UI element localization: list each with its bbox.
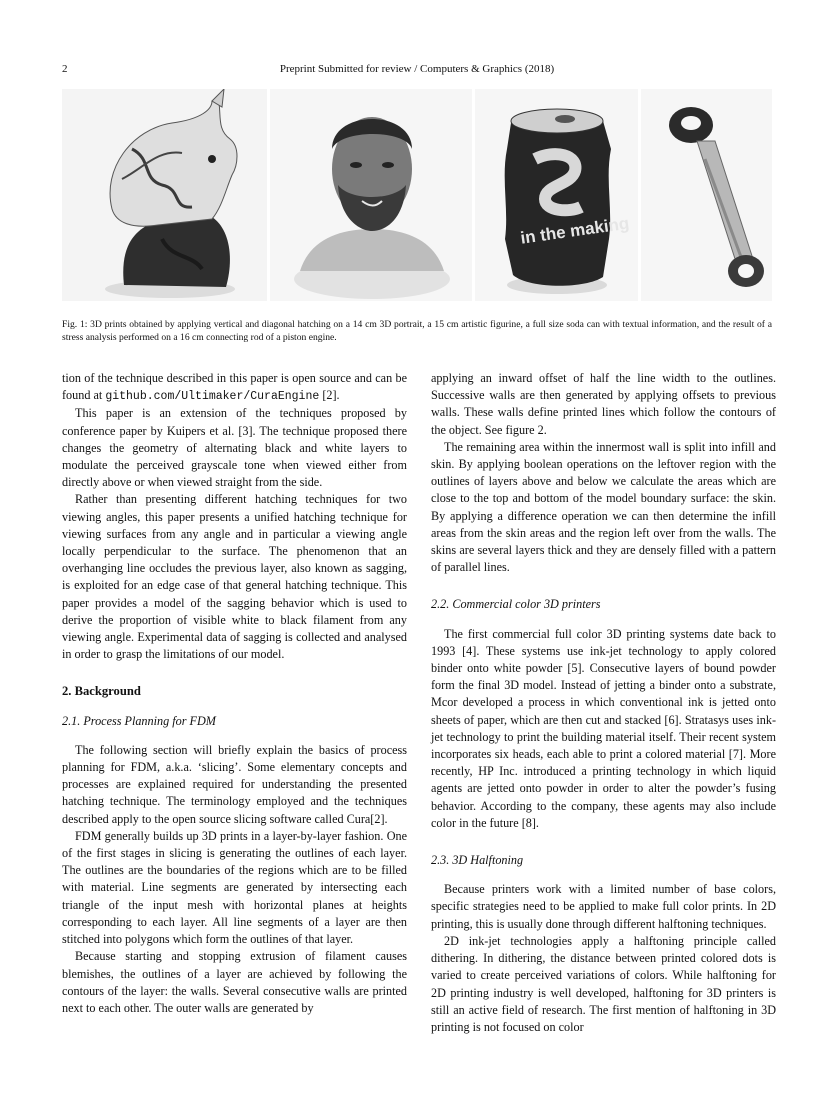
right-column <box>431 370 776 1036</box>
subsection-heading: 2.2. Commercial color 3D printers <box>431 597 601 612</box>
repo-link[interactable]: github.com/Ultimaker/CuraEngine <box>105 390 320 404</box>
page-number: 2 <box>62 63 68 75</box>
paragraph: Because starting and stopping extrusion of filament causes blemishes, the outlines of a layer are achieved by following the contours of the layer: the walls. Several consecutive walls are printed next to each other. The outer walls are generated by <box>62 949 407 1015</box>
portrait-bust-image <box>270 89 472 301</box>
paragraph: applying an inward offset of half the line width to the outlines. Successive walls are then generated by applying offsets to previous walls. These walls define printed lines which follow the contours of the object. See figure 2. <box>431 371 776 437</box>
paragraph: tion of the technique described in this paper is open source and can be found at github.com/Ultimaker/CuraEngine [2]. <box>62 371 407 404</box>
subsection-heading: 2.3. 3D Halftoning <box>431 853 524 868</box>
paragraph: This paper is an extension of the techniques proposed by conference paper by Kuipers et al. [3]. The technique proposed there changes the geometry of alternating black and white layers to modulate the perceived grayscale tone when viewed either from directly above or when viewed straight from the side. <box>62 406 407 490</box>
connecting-rod-image <box>641 89 772 301</box>
figure-panel-portrait <box>270 89 472 301</box>
figure-caption: Fig. 1: 3D prints obtained by applying vertical and diagonal hatching on a 14 cm 3D portrait, a 15 cm artistic figurine, a full size soda can with textual information, and the result of a stress analysis performed on a 16 cm connecting rod of a piston engine. <box>62 319 772 344</box>
paragraph: The remaining area within the innermost wall is split into infill and skin. By applying boolean operations on the leftover region with the outlines of layers above and below we calculate the areas which are close to the top and bottom of the model boundary surface: the skin. By applying a difference operation we can then determine the infill areas from the skin areas and the region left over from the walls. The skins are several layers thick and they are densely filled with a pattern of parallel lines. <box>431 439 776 575</box>
paragraph: The following section will briefly explain the basics of process planning for FDM, a.k.a. ‘slicing’. Some elementary concepts and processes are explained required for understanding the presented hatching technique. The terminology employed and the techniques described apply to the open source slicing software called Cura[2]. <box>62 742 407 826</box>
paragraph: Because printers work with a limited number of base colors, specific strategies need to be applied to make full color prints. In 2D printing, this is usually done through different halftoning techniques. <box>431 882 776 931</box>
figure-1 <box>62 89 772 301</box>
paragraph: FDM generally builds up 3D prints in a layer-by-layer fashion. One of the first stages in slicing is generating the outlines of each layer. The outlines are the boundaries of the regions which are to be filled with material. Line segments are generated by intersecting each triangle of the input mesh with horizontal planes at heights corresponding to each layer. All line segments of a layer are then stitched into polygons which form the outlines of that layer. <box>62 828 407 947</box>
soda-can-image <box>475 89 638 301</box>
figure-panel-connecting-rod <box>641 89 772 301</box>
subsection-heading: 2.1. Process Planning for FDM <box>62 713 216 728</box>
can-label-text: in the making <box>519 213 631 248</box>
section-heading: 2. Background <box>62 684 141 699</box>
running-title: Preprint Submitted for review / Computers & Graphics (2018) <box>279 63 555 75</box>
paragraph: The first commercial full color 3D printing systems date back to 1993 [4]. These systems use ink-jet technology to apply colored binder onto white powder [5]. Consecutive layers of bound powder form the final 3D model. Instead of jetting a binder onto a substrate, Mcor developed a process in which conventional ink is jetted onto sheets of paper, which are then cut and stacked [6]. Stratasys uses ink-jet technology to print the building material itself. Their recent system incorporates six heads, each able to print a colored material [7]. More recently, HP Inc. introduced a printing technology in which liquid agents are jetted onto powder in order to alter the powder’s fusing behavior. According to the company, these agents may also include color in the future [8]. <box>431 626 776 830</box>
figure-panel-soda-can <box>475 89 638 301</box>
running-header <box>62 63 772 77</box>
paragraph: Rather than presenting different hatching techniques for two viewing angles, this paper presents a unified hatching technique for viewing surfaces from any angle and in particular a viewing angle locally perpendicular to the surface. The phenomenon that an overhanging line occludes the previous layer, also known as sagging, is exploited for an edge case of that general hatching technique. This paper provides a model of the sagging behavior which is used to derive the proportion of visible white to black filament from any viewing angle. Experimental data of sagging is collected and analysed in order to grasp the limitations of our model. <box>62 492 407 662</box>
left-column <box>62 370 407 1017</box>
rhino-figurine-image <box>62 89 267 301</box>
paragraph: 2D ink-jet technologies apply a halftoning principle called dithering. In dithering, the distance between printed colored dots is varied to create perceived variations of colors. While halftoning for 2D printing industry is well developed, halftoning for 3D printers is still an active field of research. The first mention of halftoning in 3D printing is not focused on color <box>431 933 776 1034</box>
figure-panel-rhino <box>62 89 267 301</box>
